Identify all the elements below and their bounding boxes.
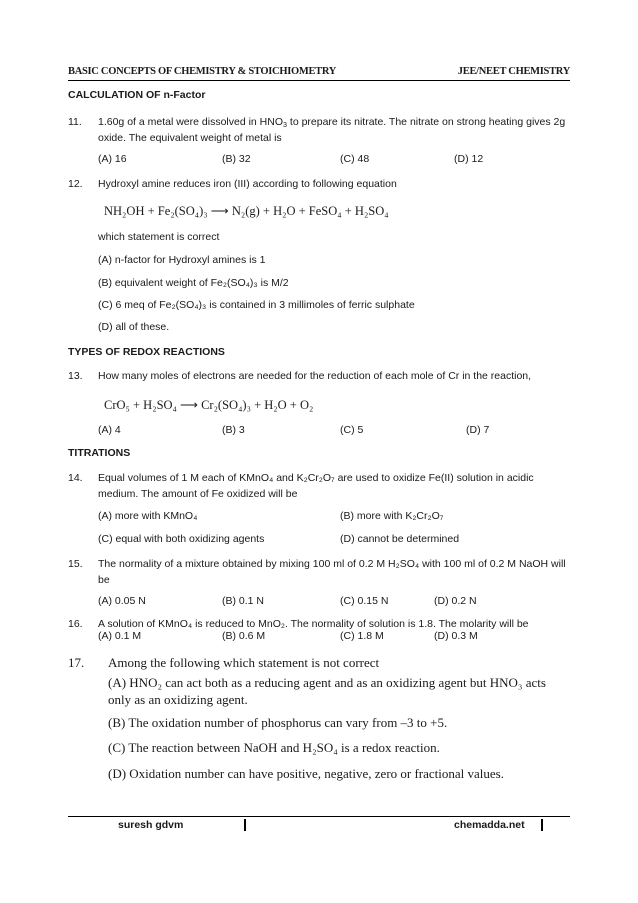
header-title: BASIC CONCEPTS OF CHEMISTRY & STOICHIOMETRY xyxy=(68,66,337,77)
q17-option-c: (C) The reaction between NaOH and H₂SO₄ is a redox reaction. xyxy=(108,740,440,755)
q14-option-b: (B) more with K₂Cr₂O₇ xyxy=(340,510,444,522)
q12-text: Hydroxyl amine reduces iron (III) according to following equation xyxy=(98,178,397,190)
q12-option-c: (C) 6 meq of Fe₂(SO₄)₃ is contained in 3 millimoles of ferric sulphate xyxy=(98,299,415,311)
q12-option-a: (A) n-factor for Hydroxyl amines is 1 xyxy=(98,254,266,266)
q11-option-a: (A) 16 xyxy=(98,153,127,165)
q11-option-c: (C) 48 xyxy=(340,153,370,165)
q17-text: Among the following which statement is not correct xyxy=(108,655,380,670)
footer-website: chemadda.net xyxy=(454,819,525,831)
q17-number: 17. xyxy=(68,655,85,670)
q17-option-d: (D) Oxidation number can have positive, negative, zero or fractional values. xyxy=(108,766,504,781)
q13-option-a: (A) 4 xyxy=(98,424,121,436)
q12-option-b: (B) equivalent weight of Fe₂(SO₄)₃ is M/2 xyxy=(98,277,289,289)
q15-option-c: (C) 0.15 N xyxy=(340,595,389,607)
q17-option-a: (A) HNO₂ can act both as a reducing agent and as an oxidizing agent but HNO₃ acts only as an oxidizing agent. xyxy=(108,675,546,707)
header-rule xyxy=(68,80,570,81)
q12-option-d: (D) all of these. xyxy=(98,321,170,333)
q16-text: A solution of KMnO₄ is reduced to MnO₂. The normality of solution is 1.8. The molarity will be xyxy=(98,618,529,630)
footer-rule xyxy=(68,816,570,817)
section-heading-titrations: TITRATIONS xyxy=(68,447,131,459)
q12-stem: which statement is correct xyxy=(98,231,220,243)
q11-number: 11. xyxy=(68,116,82,128)
q16-option-b: (B) 0.6 M xyxy=(222,630,266,642)
q15-option-d: (D) 0.2 N xyxy=(434,595,477,607)
q13-text: How many moles of electrons are needed for the reduction of each mole of Cr in the reaction, xyxy=(98,370,532,382)
q11-option-d: (D) 12 xyxy=(454,153,484,165)
q16-option-a: (A) 0.1 M xyxy=(98,630,142,642)
q14-option-d: (D) cannot be determined xyxy=(340,533,460,545)
q11-text: 1.60g of a metal were dissolved in $HNO_3$ to prepare its nitrate. The nitrate on strong heating gives 2g oxide. The equivalent weight of metal is xyxy=(98,116,566,144)
footer-divider-left xyxy=(244,819,246,831)
q15-option-a: (A) 0.05 N xyxy=(98,595,146,607)
q12-number: 12. xyxy=(68,178,83,190)
q14-option-c: (C) equal with both oxidizing agents xyxy=(98,533,265,545)
q16-number: 16. xyxy=(68,618,83,630)
q14-text: Equal volumes of 1 M each of KMnO₄ and K₂Cr₂O₇ are used to oxidize Fe(II) solution in acidic medium. The amount of Fe oxidized will be xyxy=(98,472,534,500)
footer-author: suresh gdvm xyxy=(118,819,184,831)
q13-number: 13. xyxy=(68,370,83,382)
q16-option-c: (C) 1.8 M xyxy=(340,630,384,642)
q15-text: The normality of a mixture obtained by mixing 100 ml of 0.2 M H₂SO₄ with 100 ml of 0.2 M NaOH will be xyxy=(98,558,566,586)
q13-option-c: (C) 5 xyxy=(340,424,364,436)
q11-option-b: (B) 32 xyxy=(222,153,251,165)
q17-option-b: (B) The oxidation number of phosphorus can vary from –3 to +5. xyxy=(108,715,448,730)
section-heading-redox: TYPES OF REDOX REACTIONS xyxy=(68,346,225,358)
q15-number: 15. xyxy=(68,558,83,570)
footer-divider-right xyxy=(541,819,543,831)
q12-equation: NH₂OH + Fe₂(SO₄)₃ ⟶ N₂(g) + H₂O + FeSO₄ + H₂SO₄ xyxy=(104,204,389,218)
header-subject: JEE/NEET CHEMISTRY xyxy=(457,66,570,77)
q13-option-b: (B) 3 xyxy=(222,424,245,436)
q14-option-a: (A) more with KMnO₄ xyxy=(98,510,198,522)
q16-option-d: (D) 0.3 M xyxy=(434,630,478,642)
q15-option-b: (B) 0.1 N xyxy=(222,595,265,607)
q14-number: 14. xyxy=(68,472,83,484)
q13-option-d: (D) 7 xyxy=(466,424,490,436)
q13-equation: CrO₅ + H₂SO₄ ⟶ Cr₂(SO₄)₃ + H₂O + O₂ xyxy=(104,398,314,412)
section-heading-n-factor: CALCULATION OF n-Factor xyxy=(68,89,206,101)
